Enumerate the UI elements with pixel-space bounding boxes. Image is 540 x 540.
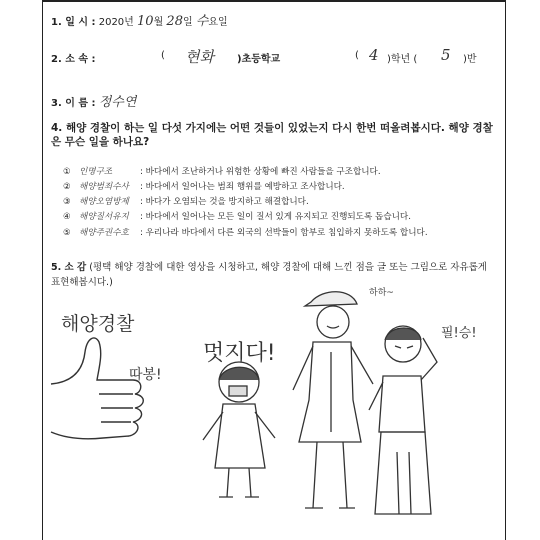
duty-num: ① <box>63 167 71 177</box>
affiliation-row <box>51 46 497 66</box>
date-label: 1. 일 시 : <box>51 17 96 28</box>
duty-desc: : 바다에서 일어나는 범죄 행위를 예방하고 조사합니다. <box>140 182 345 192</box>
school-open-paren: ( <box>161 50 165 61</box>
child-figure-drawing <box>203 362 275 497</box>
grade-unit: )학년 ( <box>387 54 418 65</box>
duty-item-2 <box>63 180 345 192</box>
grade-open-paren: ( <box>355 50 359 61</box>
affiliation-label: 2. 소 속 : <box>51 54 96 65</box>
drawing-text-thumbsup: 따봉! <box>129 367 162 383</box>
student-name: 정수연 <box>98 95 137 110</box>
duty-desc: : 우리나라 바다에서 다른 외국의 선박들이 함부로 침입하지 못하도록 합니다. <box>140 228 428 238</box>
school-unit: )초등학교 <box>237 54 281 65</box>
question-4: 4. 해양 경찰이 하는 일 다섯 가지에는 어떤 것들이 있었는지 다시 한번 떠올려봅시다. 해양 경찰은 무슨 일을 하나요? <box>51 122 493 148</box>
name-label: 3. 이 름 : <box>51 98 96 109</box>
duty-label: 해양범죄수사 <box>79 182 129 192</box>
duty-label: 해양주권수호 <box>79 228 129 238</box>
class-unit: )반 <box>463 54 477 65</box>
duty-label: 인명구조 <box>79 167 113 177</box>
saluting-girl-drawing <box>369 326 437 514</box>
school-name: 현화 <box>185 48 214 66</box>
date-month: 10 <box>137 14 154 29</box>
date-weekday-unit: 요일 <box>208 17 228 28</box>
duty-num: ④ <box>63 212 71 222</box>
date-day-unit: 일 <box>182 17 193 28</box>
duty-item-5 <box>63 226 428 238</box>
name-row <box>51 91 136 110</box>
drawing-text-police: 해양경찰 <box>61 313 135 335</box>
duty-desc: : 바다에서 일어나는 모든 일이 질서 있게 유지되고 진행되도록 돕습니다. <box>140 212 411 222</box>
q5-label: 5. 소 감 <box>51 262 87 273</box>
date-weekday: 수 <box>195 14 209 29</box>
duty-desc: : 바다가 오염되는 것을 방지하고 해결합니다. <box>140 197 309 207</box>
duty-item-1 <box>63 165 381 177</box>
top-rule <box>43 0 505 2</box>
duty-desc: : 바다에서 조난하거나 위험한 상황에 빠진 사람들을 구조합니다. <box>140 167 381 177</box>
grade-value: 4 <box>369 46 379 64</box>
duty-item-4 <box>63 210 411 222</box>
class-value: 5 <box>441 46 451 64</box>
thumbs-up-drawing <box>51 338 143 439</box>
duty-label: 해양질서유지 <box>79 212 129 222</box>
duty-num: ③ <box>63 197 71 207</box>
date-year: 2020년 <box>98 17 134 28</box>
student-drawing <box>43 282 505 540</box>
date-month-unit: 월 <box>153 17 164 28</box>
drawing-text-cool: 멋지다! <box>203 341 276 366</box>
worksheet <box>42 0 506 540</box>
q5-text: (평택 해양 경찰에 대한 영상을 시청하고, 해양 경찰에 대해 느낀 점을 글 또는 그림으로 자유롭게 표현해봅시다.) <box>51 262 487 288</box>
duty-num: ② <box>63 182 71 192</box>
drawing-text-haha: 하하~ <box>369 288 394 298</box>
police-officer-drawing <box>293 292 373 508</box>
drawing-text-pilseung: 필!승! <box>441 326 477 341</box>
duty-label: 해양오염방제 <box>79 197 129 207</box>
duty-item-3 <box>63 195 309 207</box>
duty-num: ⑤ <box>63 228 71 238</box>
date-day: 28 <box>166 14 183 29</box>
date-row <box>51 10 228 29</box>
